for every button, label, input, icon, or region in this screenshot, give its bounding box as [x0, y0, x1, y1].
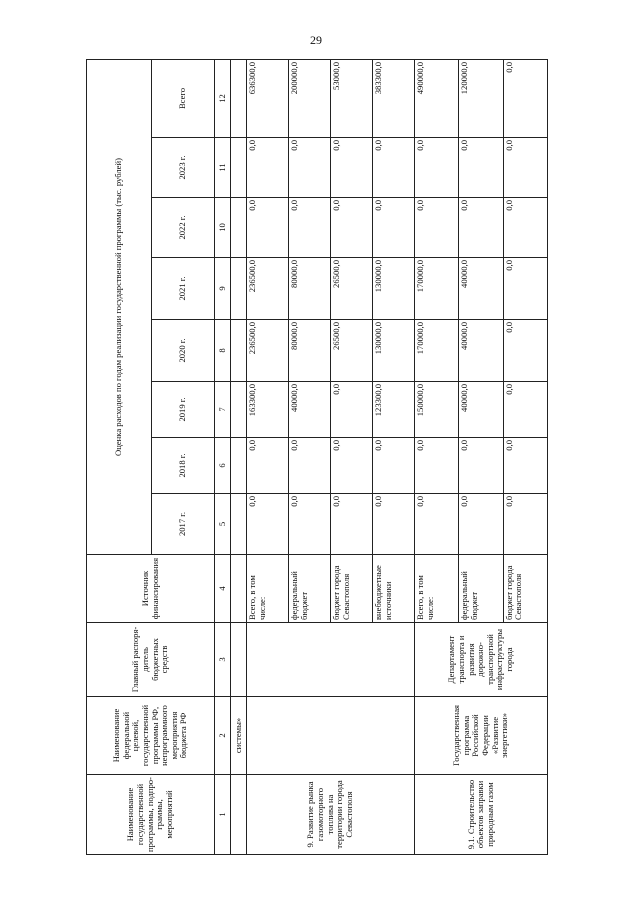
- total-cell: 200000,0: [289, 60, 331, 138]
- value-cell: 0,0: [247, 494, 289, 555]
- column-number: 6: [215, 438, 231, 494]
- value-cell: 0,0: [373, 438, 415, 494]
- value-cell: 130000,0: [373, 258, 415, 320]
- source-cell: внебюджетные источники: [373, 555, 415, 623]
- rotated-table-area: [86, 60, 548, 855]
- column-number: 11: [215, 138, 231, 198]
- continuation-row: [231, 60, 247, 855]
- value-cell: 0,0: [373, 494, 415, 555]
- column-number-row: [215, 60, 231, 855]
- header-year: 2023 г.: [152, 138, 215, 198]
- value-cell: 236500,0: [247, 320, 289, 382]
- value-cell: 0,0: [503, 198, 547, 258]
- value-cell: 0,0: [503, 438, 547, 494]
- value-cell: 170000,0: [415, 320, 459, 382]
- value-cell: 40000,0: [459, 382, 503, 438]
- section-9-1-department: Департамент транспорта и развития дорожно-транспортной инфраструктуры города: [415, 623, 548, 697]
- page-number: 29: [310, 33, 322, 47]
- column-number: 5: [215, 494, 231, 555]
- value-cell: 0,0: [503, 138, 547, 198]
- value-cell: 163300,0: [247, 382, 289, 438]
- source-cell: бюджет города Севастополя: [331, 555, 373, 623]
- value-cell: 123300,0: [373, 382, 415, 438]
- value-cell: 0,0: [459, 494, 503, 555]
- value-cell: 26500,0: [331, 258, 373, 320]
- section-9-1-name: 9.1. Строительство объектов заправки природным газом: [415, 775, 548, 855]
- value-cell: 26500,0: [331, 320, 373, 382]
- value-cell: 40000,0: [459, 258, 503, 320]
- total-cell: 53000,0: [331, 60, 373, 138]
- value-cell: 0,0: [373, 198, 415, 258]
- value-cell: 0,0: [415, 198, 459, 258]
- column-number: 4: [215, 555, 231, 623]
- section-9-1-program: Государственная программа Российской Федерации «Развитие энергетики»: [415, 697, 548, 775]
- column-number: 7: [215, 382, 231, 438]
- value-cell: 40000,0: [459, 320, 503, 382]
- value-cell: 236500,0: [247, 258, 289, 320]
- column-number: 3: [215, 623, 231, 697]
- value-cell: 0,0: [503, 320, 547, 382]
- value-cell: 0,0: [331, 198, 373, 258]
- value-cell: 0,0: [503, 258, 547, 320]
- value-cell: 0,0: [459, 138, 503, 198]
- value-cell: 0,0: [459, 438, 503, 494]
- header-year: 2021 г.: [152, 258, 215, 320]
- value-cell: 0,0: [415, 494, 459, 555]
- value-cell: 0,0: [415, 438, 459, 494]
- value-cell: 80000,0: [289, 320, 331, 382]
- value-cell: 0,0: [331, 494, 373, 555]
- column-number: 10: [215, 198, 231, 258]
- header-year: 2017 г.: [152, 494, 215, 555]
- header-total: Всего: [152, 60, 215, 138]
- value-cell: 40000,0: [289, 382, 331, 438]
- header-name: Наименование государственной программы, подпрограммы, мероприятий: [87, 775, 215, 855]
- header-year: 2022 г.: [152, 198, 215, 258]
- source-cell: федеральный бюджет: [459, 555, 503, 623]
- value-cell: 0,0: [289, 198, 331, 258]
- value-cell: 0,0: [247, 138, 289, 198]
- header-federal-program: Наименование федеральной целевой, государственной программы РФ, непрограммного мероприятия бюджета РФ: [87, 697, 215, 775]
- value-cell: 0,0: [289, 494, 331, 555]
- value-cell: 0,0: [331, 382, 373, 438]
- value-cell: 80000,0: [289, 258, 331, 320]
- expenditure-table: [86, 59, 548, 855]
- value-cell: 0,0: [289, 138, 331, 198]
- value-cell: 0,0: [289, 438, 331, 494]
- table-row: [247, 60, 289, 855]
- total-cell: 120000,0: [459, 60, 503, 138]
- column-number: 12: [215, 60, 231, 138]
- section-9-name: 9. Развитие рынка газомоторного топлива на территории города Севастополя: [247, 775, 415, 855]
- value-cell: 0,0: [247, 438, 289, 494]
- value-cell: 0,0: [415, 138, 459, 198]
- header-group: Оценка расходов по годам реализации государственной программы (тыс. рублей): [87, 60, 152, 555]
- total-cell: 0,0: [503, 60, 547, 138]
- value-cell: 150000,0: [415, 382, 459, 438]
- total-cell: 490000,0: [415, 60, 459, 138]
- table-row: [415, 60, 459, 855]
- header-year: 2018 г.: [152, 438, 215, 494]
- value-cell: 0,0: [459, 198, 503, 258]
- column-number: 1: [215, 775, 231, 855]
- source-cell: бюджет города Севастополя: [503, 555, 547, 623]
- value-cell: 0,0: [503, 494, 547, 555]
- header-year: 2020 г.: [152, 320, 215, 382]
- value-cell: 0,0: [503, 382, 547, 438]
- header-year: 2019 г.: [152, 382, 215, 438]
- rotated-table-wrapper: [86, 60, 548, 855]
- value-cell: 0,0: [247, 198, 289, 258]
- value-cell: 130000,0: [373, 320, 415, 382]
- column-number: 8: [215, 320, 231, 382]
- source-cell: Всего, в том числе:: [247, 555, 289, 623]
- source-cell: Всего, в том числе:: [415, 555, 459, 623]
- value-cell: 0,0: [331, 438, 373, 494]
- column-number: 2: [215, 697, 231, 775]
- source-cell: федеральный бюджет: [289, 555, 331, 623]
- total-cell: 636300,0: [247, 60, 289, 138]
- value-cell: 0,0: [373, 138, 415, 198]
- header-main-manager: Главный распорядитель бюджетных средств: [87, 623, 215, 697]
- value-cell: 170000,0: [415, 258, 459, 320]
- value-cell: 0,0: [331, 138, 373, 198]
- total-cell: 383300,0: [373, 60, 415, 138]
- header-source: Источник финансирования: [87, 555, 215, 623]
- continuation-text: системы»: [231, 697, 247, 775]
- column-number: 9: [215, 258, 231, 320]
